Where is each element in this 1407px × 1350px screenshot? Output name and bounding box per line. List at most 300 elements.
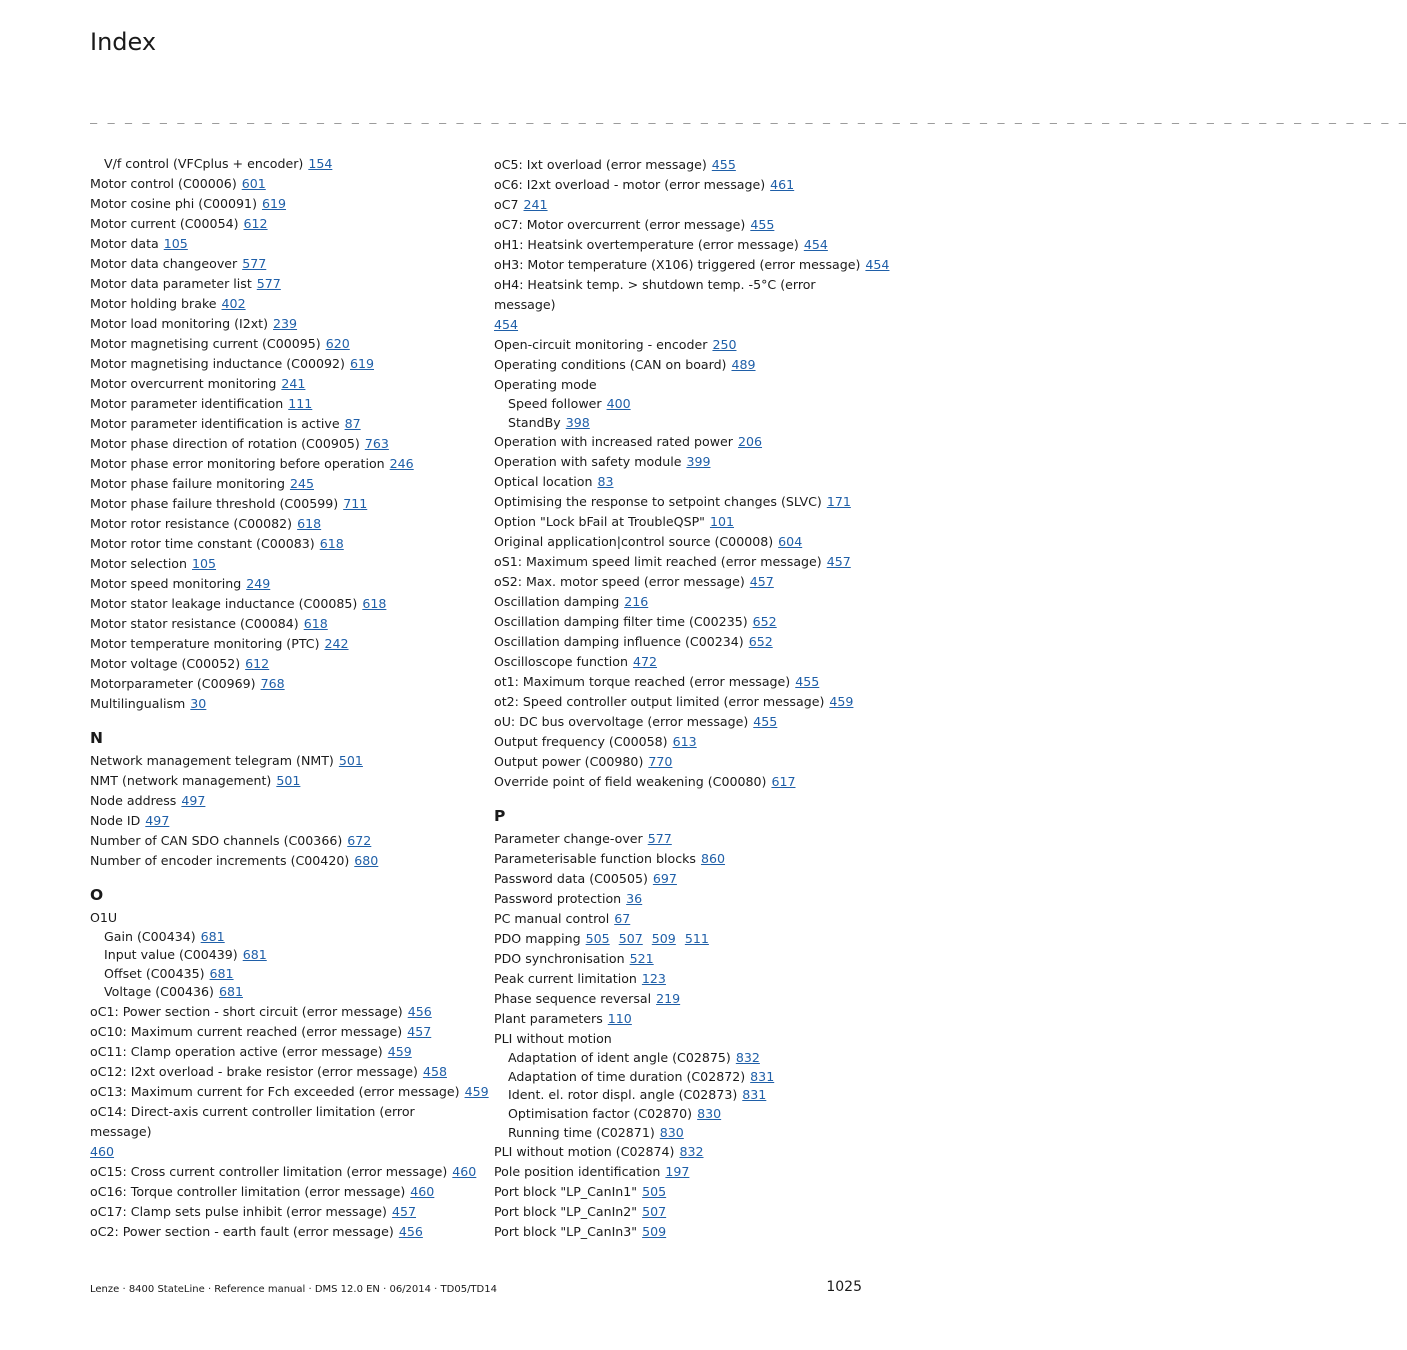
index-entry [90, 254, 470, 274]
index-entry [494, 472, 866, 492]
index-entry-label: Adaptation of time duration (C02872) [508, 1068, 746, 1084]
page-link[interactable]: 460 [452, 1163, 477, 1179]
index-entry [494, 752, 866, 772]
index-entry-label: Motor temperature monitoring (PTC) [90, 635, 320, 651]
index-entry [494, 989, 866, 1009]
index-entry-label: Operating conditions (CAN on board) [494, 357, 727, 372]
index-entry-label: Node address [90, 792, 177, 808]
page-number: 1025 [826, 1279, 862, 1295]
index-entry [90, 574, 470, 594]
page-link[interactable]: 612 [245, 655, 270, 671]
index-entry-label: Motor data changeover [90, 255, 238, 271]
footer-text: Lenze · 8400 StateLine · Reference manual · DMS 12.0 EN · 06/2014 · TD05/TD14 [90, 1284, 497, 1295]
page-link[interactable]: 577 [647, 831, 672, 847]
index-entry [494, 829, 866, 849]
page-link[interactable]: 249 [246, 575, 271, 591]
index-entry-label: Password data (C00505) [494, 871, 648, 887]
index-entry [90, 674, 470, 694]
index-entry [90, 851, 470, 871]
index-entry-label: Motor data parameter list [90, 275, 252, 291]
index-entry [494, 672, 866, 692]
index-entry [494, 712, 866, 732]
page-link[interactable]: 105 [192, 555, 217, 571]
index-entry [494, 969, 866, 989]
index-entry [90, 654, 470, 674]
page-link[interactable]: 501 [338, 752, 363, 768]
index-entry [494, 175, 866, 195]
page-link[interactable]: 455 [711, 157, 736, 172]
index-entry [90, 514, 470, 534]
index-entry [90, 791, 470, 811]
index-entry [90, 908, 470, 928]
index-entry-label: Override point of field weakening (C00080) [494, 774, 767, 790]
page-link[interactable]: 497 [181, 792, 206, 808]
index-entry-label: ot2: Speed controller output limited (error message) [494, 694, 825, 710]
index-entry-label: Motor cosine phi (C00091) [90, 195, 257, 211]
index-entry [90, 1022, 470, 1042]
page-link[interactable]: 505 [642, 1184, 667, 1200]
index-entry-label: Oscilloscope function [494, 654, 628, 670]
index-entry [90, 1182, 470, 1202]
index-entry [90, 1082, 489, 1102]
index-entry-label: PDO mapping [494, 931, 581, 947]
index-letter-heading: P [494, 807, 506, 826]
index-entry [494, 155, 866, 175]
index-subentry [90, 928, 470, 947]
page-link[interactable]: 36 [626, 891, 643, 907]
index-entry-label: oC17: Clamp sets pulse inhibit (error message) [90, 1203, 387, 1219]
index-entry [90, 1102, 470, 1162]
index-entry [90, 494, 470, 514]
index-entry [90, 354, 470, 374]
index-entry-label: oC12: I2xt overload - brake resistor (error message) [90, 1063, 418, 1079]
index-entry [494, 1182, 866, 1202]
index-entry [90, 294, 470, 314]
page-link[interactable]: 613 [672, 734, 697, 750]
page-link[interactable]: 398 [565, 414, 590, 430]
index-entry-label: Output frequency (C00058) [494, 734, 668, 750]
page-link[interactable]: 831 [750, 1068, 775, 1084]
page-link[interactable]: 219 [656, 991, 681, 1007]
page-link[interactable]: 501 [276, 772, 301, 788]
page-link[interactable]: 241 [523, 197, 548, 212]
index-entry-label: Plant parameters [494, 1011, 603, 1027]
index-entry-label: Motor parameter identification is active [90, 415, 340, 431]
page-link[interactable]: 830 [697, 1105, 722, 1121]
page-link[interactable]: 461 [770, 177, 795, 192]
page-link[interactable]: 489 [731, 357, 756, 372]
page-link[interactable]: 601 [241, 175, 266, 191]
index-entry-label: oC6: I2xt overload - motor (error message) [494, 177, 766, 192]
index-entry-label: PC manual control [494, 911, 610, 927]
index-letter-heading: N [90, 728, 103, 747]
page-link[interactable]: 171 [826, 494, 851, 510]
index-letter-heading: O [90, 885, 104, 904]
index-entry [90, 314, 470, 334]
index-entry-label: Number of CAN SDO channels (C00366) [90, 832, 343, 848]
index-subentry [90, 983, 470, 1002]
index-entry-label: Option "Lock bFail at TroubleQSP" [494, 514, 705, 530]
page-link[interactable]: 577 [256, 275, 281, 291]
page-link[interactable]: 672 [347, 832, 372, 848]
index-entry-label: Motor rotor resistance (C00082) [90, 515, 293, 531]
page-link[interactable]: 652 [752, 614, 777, 630]
index-entry [494, 452, 866, 472]
page-link[interactable]: 206 [737, 434, 763, 450]
index-entry-label: Oscillation damping influence (C00234) [494, 634, 744, 650]
index-entry-label: ot1: Maximum torque reached (error message) [494, 674, 791, 690]
index-entry-label: Motor stator leakage inductance (C00085) [90, 595, 358, 611]
page-title: Index [90, 28, 157, 56]
page-link[interactable]: 577 [242, 255, 267, 271]
index-entry-label: Number of encoder increments (C00420) [90, 852, 350, 868]
index-entry-label: Motor phase failure monitoring [90, 475, 285, 491]
page-link[interactable]: 457 [391, 1203, 417, 1219]
page-link[interactable]: 87 [344, 415, 361, 431]
index-entry-label: Motor overcurrent monitoring [90, 375, 277, 391]
index-entry-label: oC7 [494, 197, 519, 212]
page-link[interactable]: 455 [750, 217, 775, 232]
index-entry-label: Motor stator resistance (C00084) [90, 615, 299, 631]
page-link[interactable]: 618 [303, 615, 328, 631]
index-entry-label: Parameterisable function blocks [494, 851, 696, 867]
page-link[interactable]: 123 [641, 971, 666, 987]
page-link[interactable]: 618 [362, 595, 387, 611]
index-entry [494, 1142, 866, 1162]
index-entry [90, 534, 470, 554]
index-entry-label: Operating mode [494, 377, 597, 392]
index-entry-label: oC16: Torque controller limitation (error message) [90, 1183, 406, 1199]
page-link[interactable]: 456 [407, 1003, 432, 1019]
page-link[interactable]: 832 [679, 1144, 704, 1160]
index-entry [494, 1009, 866, 1029]
page-link[interactable]: 681 [200, 928, 225, 944]
page-link[interactable]: 697 [652, 871, 677, 887]
index-entry-label: Motor magnetising inductance (C00092) [90, 355, 345, 371]
page-link[interactable]: 652 [748, 634, 773, 650]
index-entry-label: oS1: Maximum speed limit reached (error message) [494, 554, 822, 570]
index-entry [494, 512, 866, 532]
index-entry [494, 335, 866, 355]
index-entry [494, 692, 866, 712]
page-link[interactable]: 241 [281, 375, 306, 391]
page-link[interactable]: 460 [410, 1183, 435, 1199]
page-link[interactable]: 680 [354, 852, 379, 868]
index-entry-label: Offset (C00435) [104, 965, 205, 981]
index-entry [494, 355, 866, 375]
index-entry-label: Motor control (C00006) [90, 175, 237, 191]
index-entry [90, 234, 470, 254]
page-link[interactable]: 831 [742, 1087, 767, 1103]
index-entry [90, 1162, 477, 1182]
index-entry-label: oC1: Power section - short circuit (error message) [90, 1003, 403, 1019]
index-entry [494, 1222, 866, 1242]
index-entry-label: oC10: Maximum current reached (error message) [90, 1023, 403, 1039]
page-link[interactable]: 681 [218, 984, 243, 1000]
index-entry-label: Node ID [90, 812, 141, 828]
page-link[interactable]: 620 [325, 335, 350, 351]
index-entry [494, 869, 866, 889]
index-entry [90, 751, 470, 771]
index-subentry [494, 414, 866, 433]
index-entry [494, 195, 866, 215]
index-entry-label: oH4: Heatsink temp. > shutdown temp. -5°C (error message) [494, 277, 816, 312]
page-link[interactable]: 455 [753, 714, 778, 730]
page-link[interactable]: 507 [618, 931, 643, 947]
index-entry [494, 652, 866, 672]
index-entry-label: Voltage (C00436) [104, 984, 214, 1000]
index-entry-label: Running time (C02871) [508, 1124, 655, 1140]
index-entry-label: Peak current limitation [494, 971, 637, 987]
index-entry-label: Port block "LP_CanIn3" [494, 1224, 638, 1240]
index-entry-label: Motor selection [90, 555, 187, 571]
index-entry [90, 1222, 470, 1242]
index-entry-label: oC2: Power section - earth fault (error message) [90, 1223, 394, 1239]
index-entry-label: Motor data [90, 235, 159, 251]
page-link[interactable]: 67 [614, 911, 631, 927]
index-column-right [494, 155, 890, 1242]
index-subentry [494, 1105, 866, 1124]
index-subentry [90, 155, 470, 174]
index-entry [90, 274, 470, 294]
index-entry-label: PLI without motion [494, 1031, 612, 1047]
index-entry [90, 1042, 470, 1062]
page-link[interactable]: 507 [642, 1204, 667, 1220]
page-link[interactable]: 154 [308, 156, 333, 171]
index-entry [90, 831, 470, 851]
index-entry-label: Optimisation factor (C02870) [508, 1105, 693, 1121]
page-link[interactable]: 459 [829, 694, 854, 710]
index-entry [90, 374, 470, 394]
page-link[interactable]: 456 [398, 1223, 423, 1239]
index-entry [494, 1162, 866, 1182]
index-entry-label: oU: DC bus overvoltage (error message) [494, 714, 749, 730]
page-link[interactable]: 604 [778, 534, 803, 550]
index-entry [90, 771, 470, 791]
index-entry-label: Gain (C00434) [104, 928, 196, 944]
index-entry [90, 694, 470, 714]
page-link[interactable]: 455 [795, 674, 820, 690]
index-entry [494, 1202, 866, 1222]
page-link[interactable]: 509 [651, 931, 676, 947]
index-entry-label: Motor parameter identification [90, 395, 284, 411]
index-entry-label: Motor magnetising current (C00095) [90, 335, 321, 351]
page-link[interactable]: 617 [771, 774, 796, 790]
index-entry-label: Port block "LP_CanIn1" [494, 1184, 638, 1200]
index-entry [90, 194, 470, 214]
index-entry [494, 275, 866, 335]
page-link[interactable]: 250 [712, 337, 737, 352]
index-entry-label: Oscillation damping filter time (C00235) [494, 614, 748, 630]
index-entry [494, 492, 866, 512]
index-entry [494, 592, 866, 612]
index-entry [90, 811, 470, 831]
index-entry [90, 434, 470, 454]
index-entry-label: Ident. el. rotor displ. angle (C02873) [508, 1087, 738, 1103]
page-link[interactable]: 400 [606, 396, 631, 411]
index-entry [494, 432, 866, 452]
page-link[interactable]: 521 [629, 951, 654, 967]
index-entry [494, 612, 866, 632]
index-entry [494, 375, 866, 395]
index-entry-label: Adaptation of ident angle (C02875) [508, 1050, 731, 1066]
index-entry [494, 949, 866, 969]
index-entry-label: PDO synchronisation [494, 951, 625, 967]
index-entry [494, 772, 866, 792]
page-link[interactable]: 459 [387, 1043, 412, 1059]
page-link[interactable]: 457 [749, 574, 774, 590]
page-link[interactable]: 681 [209, 965, 234, 981]
page-link[interactable]: 472 [632, 654, 658, 670]
index-entry-label: Operation with increased rated power [494, 434, 733, 450]
index-entry-label: oH3: Motor temperature (X106) triggered (error message) [494, 257, 861, 272]
page-link[interactable]: 197 [665, 1164, 690, 1180]
index-entry [90, 334, 470, 354]
index-entry-label: Speed follower [508, 396, 602, 411]
index-entry [90, 634, 470, 654]
index-entry-label: oC7: Motor overcurrent (error message) [494, 217, 746, 232]
index-entry [494, 909, 866, 929]
index-entry [494, 632, 866, 652]
page-link[interactable]: 457 [407, 1023, 432, 1039]
index-entry-label: Input value (C00439) [104, 947, 238, 963]
index-entry [90, 1062, 470, 1082]
index-entry-label: Optimising the response to setpoint changes (SLVC) [494, 494, 822, 510]
index-entry-label: Motor load monitoring (I2xt) [90, 315, 269, 331]
index-entry-label: Motor current (C00054) [90, 215, 239, 231]
index-subentry [494, 1124, 866, 1143]
page-link[interactable]: 105 [163, 235, 188, 251]
index-entry-label: Motor speed monitoring [90, 575, 242, 591]
page-link[interactable]: 245 [289, 475, 314, 491]
page-link[interactable]: 242 [324, 635, 349, 651]
index-entry [494, 732, 866, 752]
index-subentry [494, 1049, 866, 1068]
index-column-left [90, 155, 489, 1242]
index-entry [494, 849, 866, 869]
page-link[interactable]: 458 [422, 1063, 447, 1079]
page-link[interactable]: 612 [243, 215, 268, 231]
page-link[interactable]: 681 [242, 947, 267, 963]
page-link[interactable]: 454 [494, 317, 519, 332]
page-link[interactable]: 768 [260, 675, 285, 691]
index-entry-label: NMT (network management) [90, 772, 272, 788]
page-link[interactable]: 460 [90, 1143, 115, 1159]
index-subentry [494, 1068, 866, 1087]
page-link[interactable]: 511 [684, 931, 709, 947]
index-entry-label: Phase sequence reversal [494, 991, 652, 1007]
page-link[interactable]: 30 [190, 695, 207, 711]
index-entry [494, 929, 866, 949]
page-link[interactable]: 618 [297, 515, 322, 531]
index-entry [90, 454, 470, 474]
index-entry-label: Operation with safety module [494, 454, 682, 470]
index-entry-label: Motor voltage (C00052) [90, 655, 241, 671]
index-entry [90, 554, 470, 574]
page-link[interactable]: 111 [288, 395, 313, 411]
index-entry [494, 532, 866, 552]
index-entry-label: Parameter change-over [494, 831, 643, 847]
index-entry-label: oC14: Direct-axis current controller limitation (error message) [90, 1103, 415, 1139]
index-entry-label: oH1: Heatsink overtemperature (error message) [494, 237, 799, 252]
index-entry [494, 235, 866, 255]
page-link[interactable]: 860 [700, 851, 726, 867]
page-link[interactable]: 619 [349, 355, 375, 371]
index-entry-label: StandBy [508, 414, 561, 430]
page-link[interactable]: 619 [261, 195, 287, 211]
index-entry [90, 594, 470, 614]
index-entry-label: oC5: Ixt overload (error message) [494, 157, 707, 172]
page-link[interactable]: 216 [624, 594, 649, 610]
index-entry-label: Motor phase direction of rotation (C00905) [90, 435, 360, 451]
page-link[interactable]: 101 [709, 514, 735, 530]
page-link[interactable]: 763 [364, 435, 389, 451]
index-entry-label: Motor phase error monitoring before operation [90, 455, 385, 471]
index-entry-label: Motorparameter (C00969) [90, 675, 256, 691]
index-entry-label: Original application|control source (C00008) [494, 534, 774, 550]
page-link[interactable]: 711 [343, 495, 368, 511]
index-subentry [494, 395, 866, 414]
index-entry [90, 394, 470, 414]
page-link[interactable]: 459 [464, 1083, 489, 1099]
index-entry [90, 614, 470, 634]
index-entry-label: O1U [90, 909, 118, 925]
index-entry-label: Oscillation damping [494, 594, 620, 610]
page-link[interactable]: 832 [735, 1050, 760, 1066]
index-entry-label: Optical location [494, 474, 593, 490]
page-link[interactable]: 770 [648, 754, 673, 770]
index-entry [90, 474, 470, 494]
index-entry-label: Pole position identification [494, 1164, 661, 1180]
index-entry [90, 1202, 470, 1222]
page-link[interactable]: 399 [686, 454, 711, 470]
index-entry [494, 552, 866, 572]
page-link[interactable]: 497 [145, 812, 170, 828]
page-link[interactable]: 246 [389, 455, 414, 471]
index-entry [90, 214, 470, 234]
page-link[interactable]: 402 [221, 295, 246, 311]
page-link[interactable]: 509 [642, 1224, 667, 1240]
index-entry-label: Network management telegram (NMT) [90, 752, 334, 768]
index-entry-label: Output power (C00980) [494, 754, 644, 770]
index-entry [494, 1029, 866, 1049]
index-entry-label: oC15: Cross current controller limitation (error message) [90, 1163, 448, 1179]
page-link[interactable]: 110 [607, 1011, 632, 1027]
page-link[interactable]: 618 [319, 535, 344, 551]
index-entry [494, 572, 866, 592]
page-link[interactable]: 830 [659, 1124, 684, 1140]
index-entry [494, 215, 866, 235]
index-entry-label: Password protection [494, 891, 622, 907]
index-entry-label: oC11: Clamp operation active (error message) [90, 1043, 383, 1059]
header-rule: _ _ _ _ _ _ _ _ _ _ _ _ _ _ _ _ _ _ _ _ _ _ _ _ _ _ _ _ _ _ _ _ _ _ _ _ _ _ _ _ _ _ _ _ _ _ _ _ _ _ _ _ _ _ _ _ _ _ _ _ _ _ _ _ _ _ _ _ _ _ _ _ _ _ _ _ [90, 110, 1407, 124]
index-entry-label: Motor phase failure threshold (C00599) [90, 495, 339, 511]
index-entry-label: Open-circuit monitoring - encoder [494, 337, 708, 352]
index-subentry [494, 1086, 866, 1105]
page-link[interactable]: 457 [826, 554, 851, 570]
page-link[interactable]: 505 [585, 931, 610, 947]
index-entry-label: oS2: Max. motor speed (error message) [494, 574, 745, 590]
index-entry-label: Motor rotor time constant (C00083) [90, 535, 315, 551]
index-entry [494, 889, 866, 909]
page-link[interactable]: 239 [273, 315, 298, 331]
page-link[interactable]: 83 [597, 474, 614, 490]
page-link[interactable]: 454 [865, 257, 890, 272]
index-subentry [90, 965, 470, 984]
page-link[interactable]: 454 [803, 237, 828, 252]
index-entry-label: oC13: Maximum current for Fch exceeded (error message) [90, 1083, 460, 1099]
index-entry [90, 1002, 470, 1022]
